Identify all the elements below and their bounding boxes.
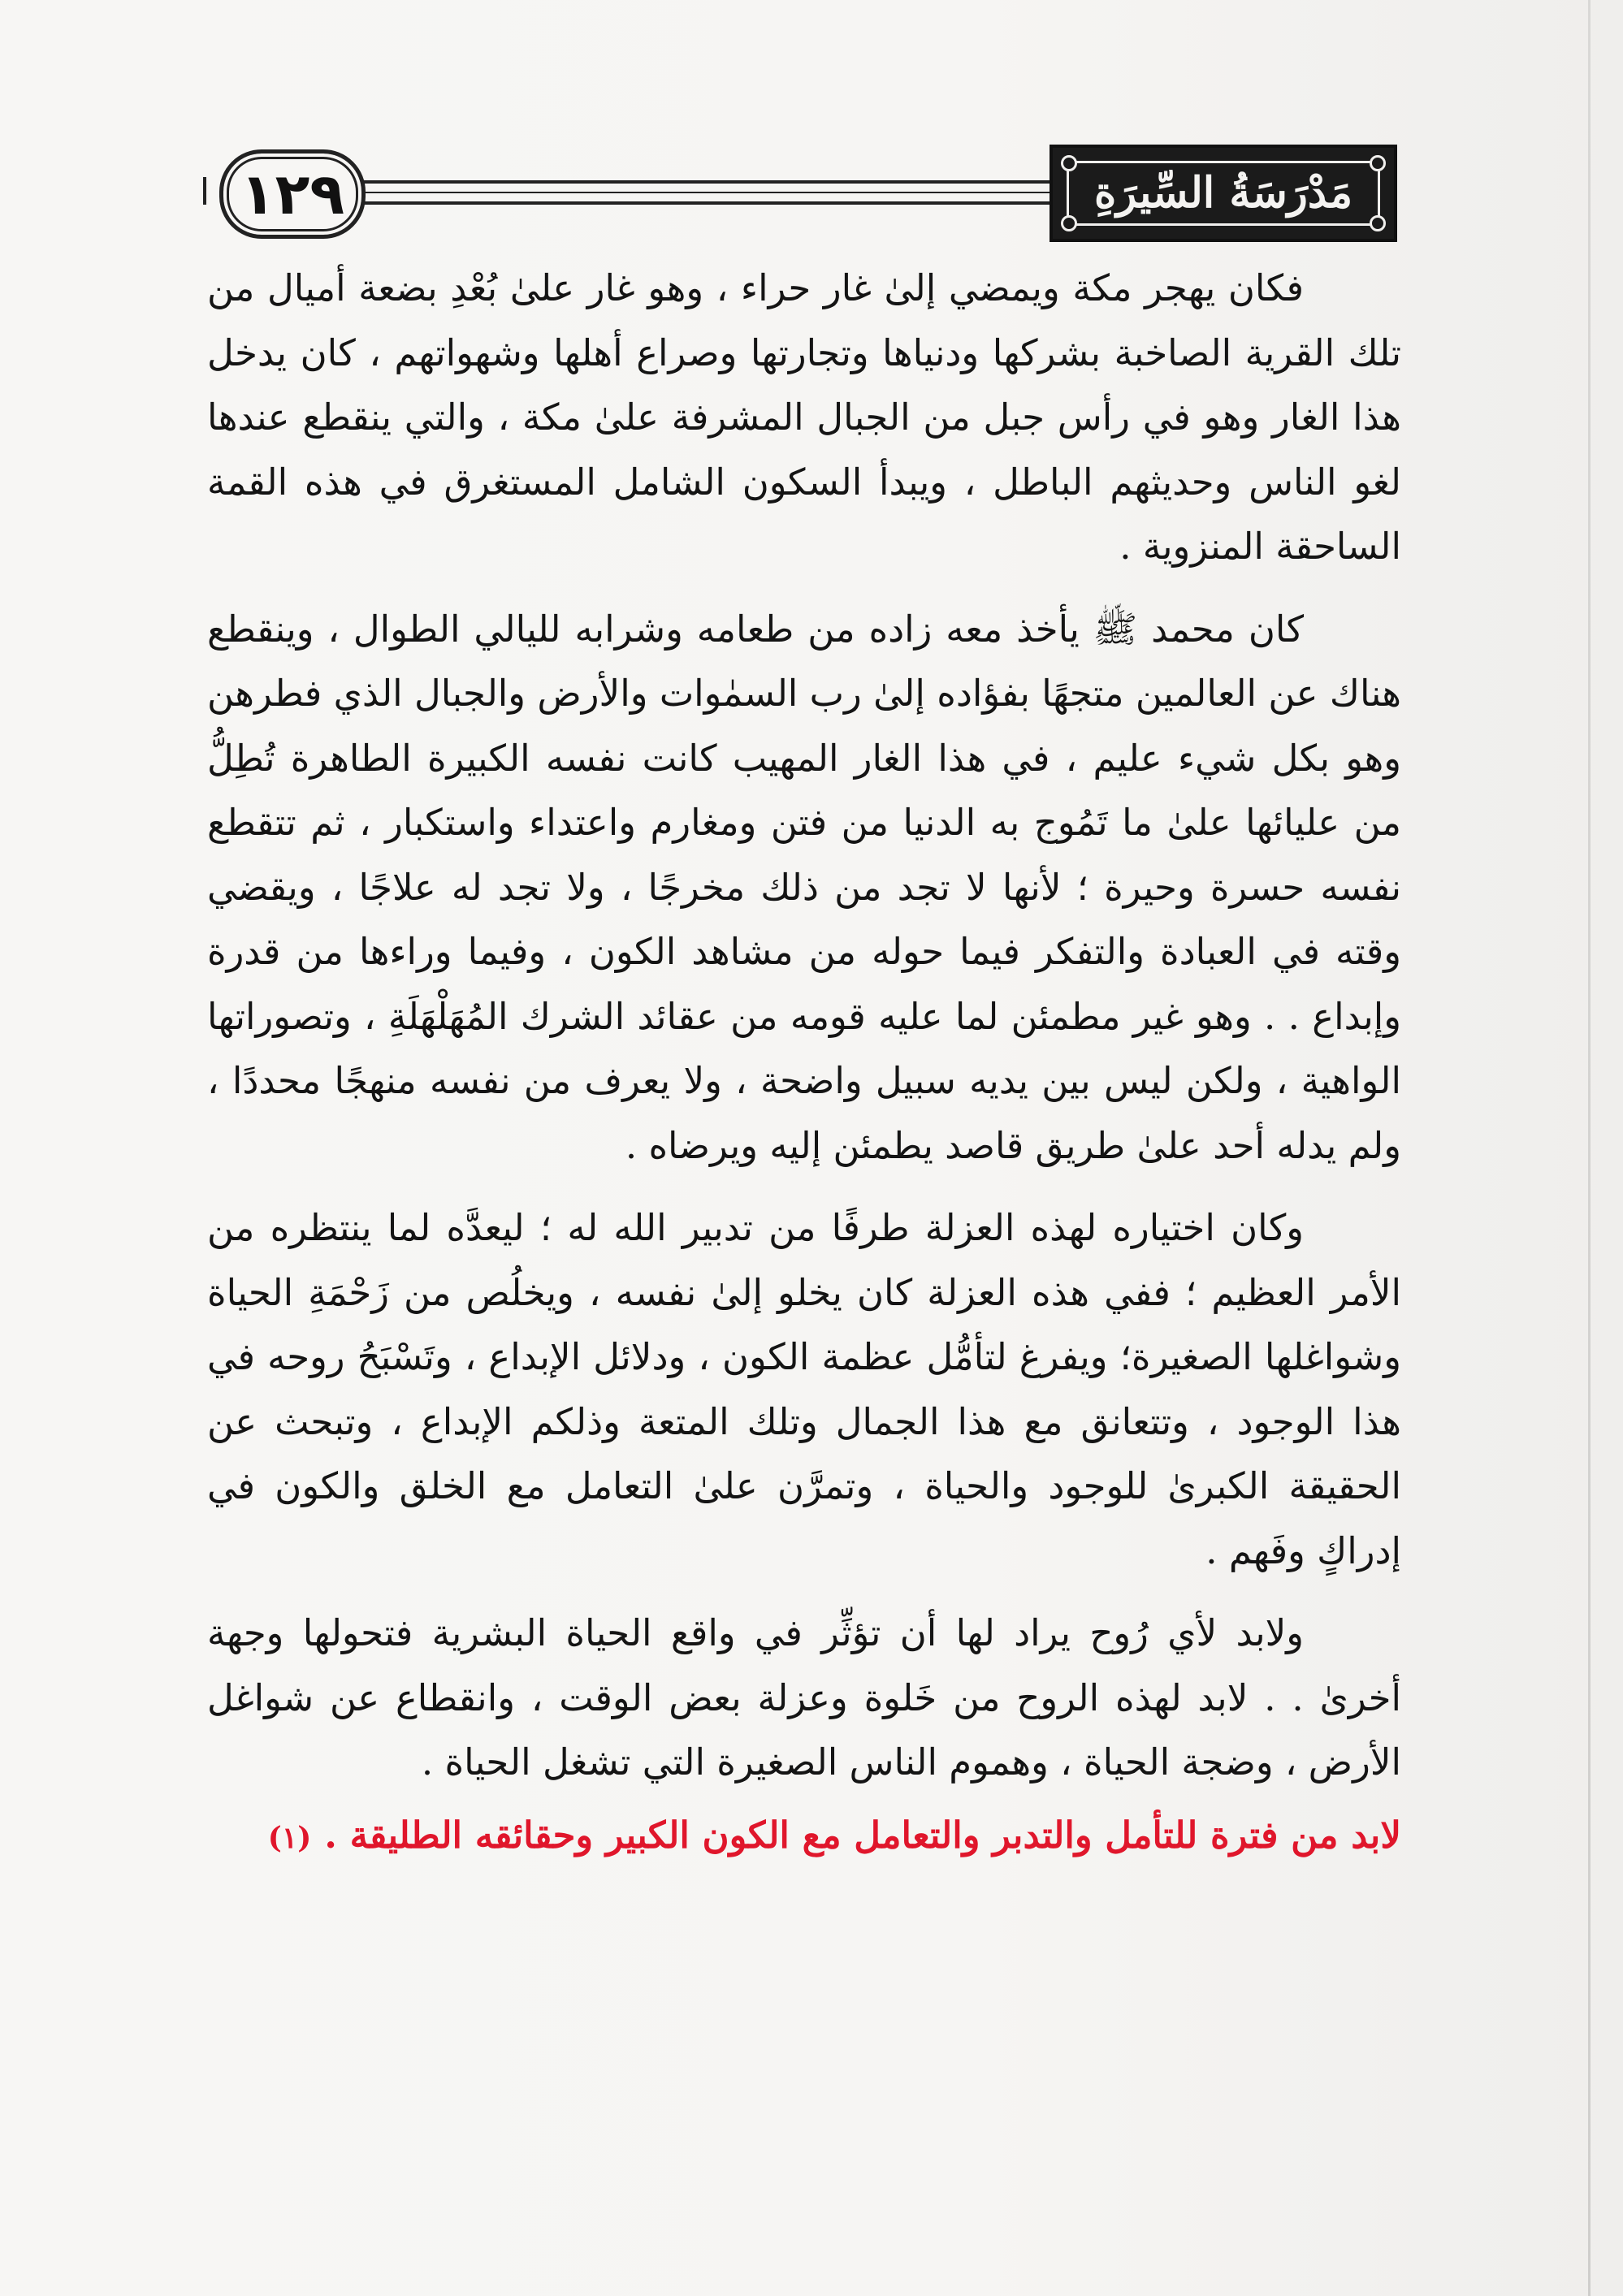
ornament-corner-icon <box>1061 155 1077 171</box>
page-header <box>203 145 1397 242</box>
running-title: مَدْرَسَةُ السِّيرَةِ <box>1093 168 1353 218</box>
header-rule <box>325 201 1097 205</box>
ornament-corner-icon <box>1370 215 1386 231</box>
footnote-mark: (١) <box>267 1820 312 1855</box>
ornament-corner-icon <box>1370 155 1386 171</box>
header-rule <box>325 180 1097 184</box>
running-title-box <box>1050 145 1397 242</box>
ornament-corner-icon <box>1061 215 1077 231</box>
paragraph-3: وكان اختياره لهذه العزلة طرفًا من تدبير الله له ؛ ليعدَّه لما ينتظره من الأمر العظيم ؛ ففي هذه العزلة كان يخلو إلىٰ نفسه ، ويخلُص من زَحْمَةِ الحياة وشواغلها الصغيرة؛ ويفرغ لتأمُّل عظمة الكون ، ودلائل الإبداع ، وتَسْبَحُ روحه في هذا الوجود ، وتتعانق مع هذا الجمال وتلك المتعة وذلكم الإبداع ، وتبحث عن الحقيقة الكبرىٰ للوجود والحياة ، وتمرَّن علىٰ التعامل مع الخلق والكون في إدراكٍ وفَهم . <box>207 1206 1401 1572</box>
paragraph-4: ولابد لأي رُوح يراد لها أن تؤثِّر في واقع الحياة البشرية فتحولها وجهة أخرىٰ . . لابد لهذه الروح من خَلوة وعزلة بعض الوقت ، وانقطاع عن شواغل الأرض ، وضجة الحياة ، وهموم الناس الصغيرة التي تشغل الحياة . <box>207 1611 1401 1784</box>
page-fold <box>1588 0 1591 2296</box>
header-rule <box>325 192 1097 193</box>
page-number-box <box>219 149 366 239</box>
page-body <box>207 256 1401 1870</box>
page-number: ١٢٩ <box>240 161 345 227</box>
running-title-frame <box>1067 161 1380 226</box>
highlight-text: لابد من فترة للتأمل والتدبر والتعامل مع الكون الكبير وحقائقه الطليقة . <box>324 1813 1401 1857</box>
paragraph-1: فكان يهجر مكة ويمضي إلىٰ غار حراء ، وهو غار علىٰ بُعْدِ بضعة أميال من تلك القرية الصاخبة بشركها ودنياها وتجارتها وصراع أهلها وشهواتهم ، كان يدخل هذا الغار وهو في رأس جبل من الجبال المشرفة علىٰ مكة ، والتي ينقطع عندها لغو الناس وحديثهم الباطل ، ويبدأ السكون الشامل المستغرق في هذه القمة الساحقة المنزوية . <box>207 266 1401 568</box>
paragraph-2: كان محمد ﷺ يأخذ معه زاده من طعامه وشرابه لليالي الطوال ، وينقطع هناك عن العالمين متجهًا بفؤاده إلىٰ رب السمٰوات والأرض والجبال الذي فطرهن وهو بكل شيء عليم ، في هذا الغار المهيب كانت نفسه الكبيرة الطاهرة تُطِلُّ من عليائها علىٰ ما تَمُوج به الدنيا من فتن ومغارم واعتداء واستكبار ، ثم تتقطع نفسه حسرة وحيرة ؛ لأنها لا تجد من ذلك مخرجًا ، ولا تجد له علاجًا ، ويقضي وقته في العبادة والتفكر فيما حوله من مشاهد الكون ، وفيما وراءها من قدرة وإبداع . . وهو غير مطمئن لما عليه قومه من عقائد الشرك المُهَلْهَلَةِ ، وتصوراتها الواهية ، ولكن ليس بين يديه سبيل واضحة ، ولا يعرف من نفسه منهجًا محددًا ، ولم يدله أحد علىٰ طريق قاصد يطمئن إليه ويرضاه . <box>207 607 1401 1167</box>
highlighted-conclusion <box>207 1803 1401 1870</box>
